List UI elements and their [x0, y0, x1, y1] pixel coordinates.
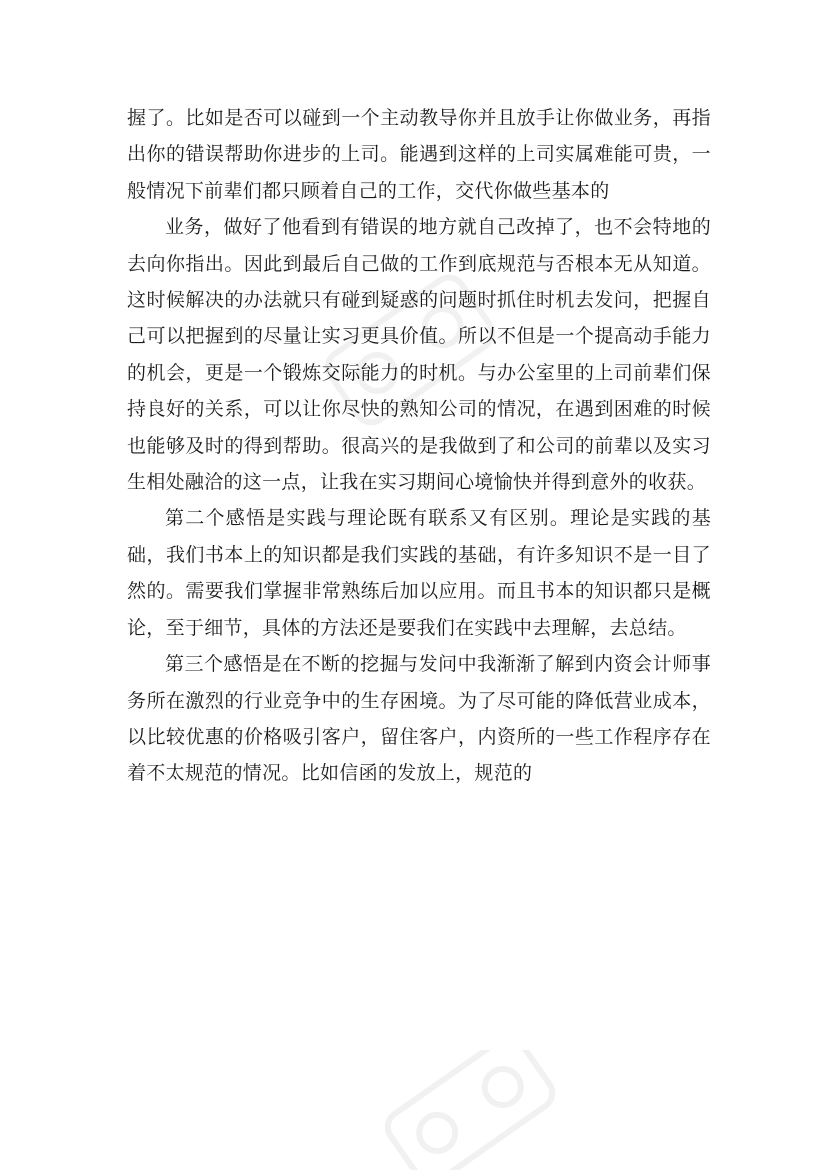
- paragraph-third-insight: 第三个感悟是在不断的挖掘与发问中我渐渐了解到内资会计师事务所在激烈的行业竞争中的生存困境。为了尽可能的降低营业成本，以比较优惠的价格吸引客户，留住客户，内资所的一些工作程序存在着不太规范的情况。比如信函的发放上，规范的: [127, 653, 711, 785]
- paragraph-continued: 握了。比如是否可以碰到一个主动教导你并且放手让你做业务，再指出你的错误帮助你进步的上司。能遇到这样的上司实属难能可贵，一般情况下前辈们都只顾着自己的工作，交代你做些基本的: [127, 107, 711, 202]
- document-body: [127, 100, 711, 792]
- paragraph-second-insight: 第二个感悟是实践与理论既有联系又有区别。理论是实践的基础，我们书本上的知识都是我们实践的基础，有许多知识不是一目了然的。需要我们掌握非常熟练后加以应用。而且书本的知识都只是概论，至于细节，具体的方法还是要我们在实践中去理解，去总结。: [127, 507, 711, 639]
- paragraph-business-practice: 业务，做好了他看到有错误的地方就自己改掉了，也不会特地的去向你指出。因此到最后自己做的工作到底规范与否根本无从知道。这时候解决的办法就只有碰到疑惑的问题时抓住时机去发问，把握自己可以把握到的尽量让实习更具价值。所以不但是一个提高动手能力的机会，更是一个锻炼交际能力的时机。与办公室里的上司前辈们保持良好的关系，可以让你尽快的熟知公司的情况，在遇到困难的时候也能够及时的得到帮助。很高兴的是我做到了和公司的前辈以及实习生相处融洽的这一点，让我在实习期间心境愉快并得到意外的收获。: [127, 216, 711, 494]
- watermark-logo-icon-bottom: [360, 1050, 580, 1170]
